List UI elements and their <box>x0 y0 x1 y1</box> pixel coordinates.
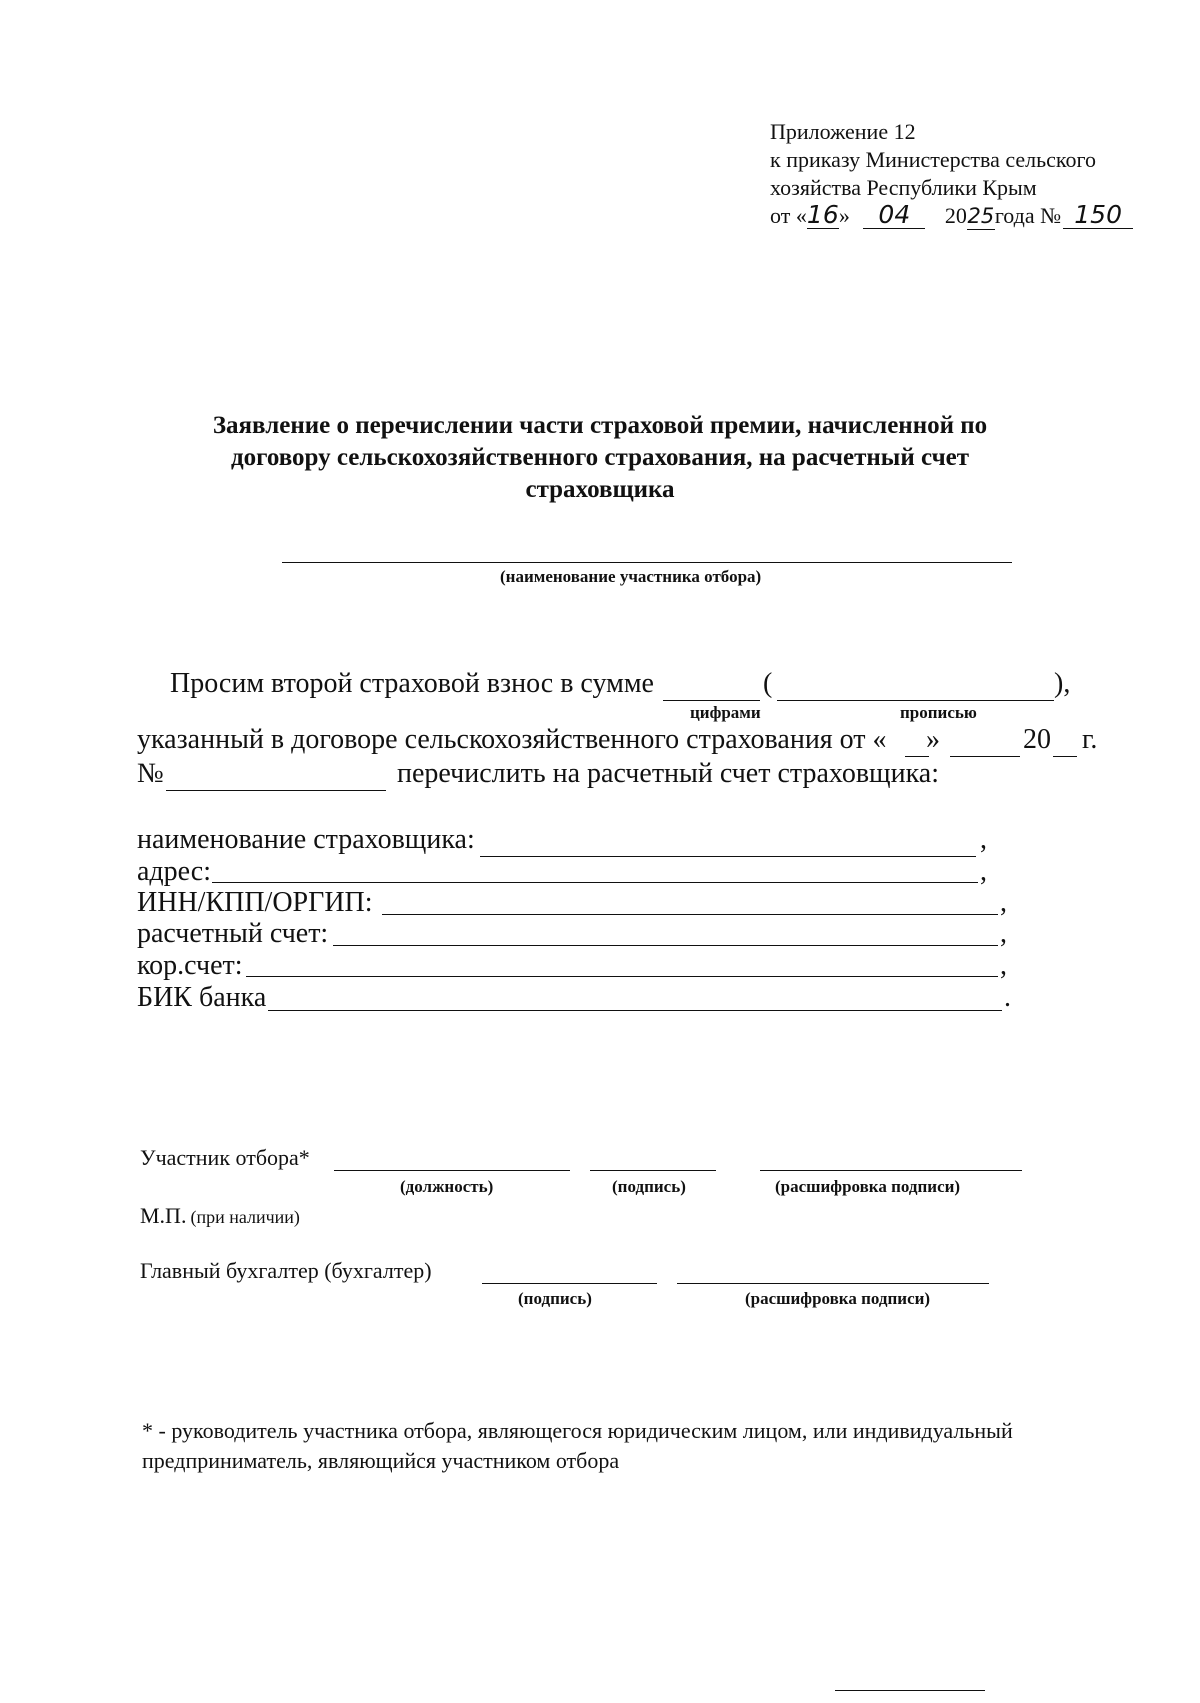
close-paren: ), <box>1054 668 1071 699</box>
participant-signature-label: Участник отбора* <box>140 1145 310 1170</box>
participant-signature-line <box>590 1170 716 1171</box>
caption-position: (должность) <box>400 1177 494 1196</box>
field-corr-account-label: кор.счет: <box>137 950 243 981</box>
contract-year-suffix: г. <box>1082 724 1098 755</box>
accountant-signature-line <box>482 1283 657 1284</box>
contract-year-line <box>1053 756 1077 757</box>
caption-signature: (подпись) <box>612 1177 686 1196</box>
appendix-date-line <box>770 202 1133 230</box>
scan-artifact-line <box>835 1690 985 1691</box>
contract-text: указанный в договоре сельскохозяйственного страхования от « <box>137 724 887 755</box>
contract-year-prefix: 20 <box>1023 724 1051 755</box>
accountant-signature-label: Главный бухгалтер (бухгалтер) <box>140 1258 432 1283</box>
caption-digits: цифрами <box>690 703 761 722</box>
document-title: Заявление о перечислении части страховой премии, начисленной по договору сельскохозяйственного страхования, на расчетный счет страховщика <box>212 412 988 503</box>
handwritten-day: 16 <box>806 200 839 229</box>
handwritten-year: 25 <box>967 204 995 228</box>
date-prefix: от « <box>770 203 807 228</box>
amount-digits-line <box>663 700 760 701</box>
field-corr-account-end: , <box>1000 950 1007 981</box>
field-inn-end: , <box>1000 887 1007 918</box>
handwritten-month: 04 <box>863 202 925 229</box>
field-account-line <box>333 945 998 946</box>
open-paren: ( <box>763 668 773 699</box>
appendix-line-3: хозяйства Республики Крым <box>770 175 1037 200</box>
participant-name-line <box>282 562 1012 563</box>
appendix-block <box>770 118 1133 230</box>
contract-month-line <box>950 756 1020 757</box>
accountant-decode-line <box>677 1283 989 1284</box>
stamp-line <box>140 1203 300 1229</box>
participant-position-line <box>334 1170 570 1171</box>
participant-caption: (наименование участника отбора) <box>500 567 762 586</box>
transfer-text: перечислить на расчетный счет страховщика: <box>397 758 939 789</box>
accountant-caption-decode: (расшифровка подписи) <box>745 1289 931 1308</box>
request-text: Просим второй страховой взнос в сумме <box>170 668 654 699</box>
handwritten-order-number: 150 <box>1063 202 1133 229</box>
contract-quote-close: » <box>926 724 940 755</box>
caption-decode: (расшифровка подписи) <box>775 1177 961 1196</box>
date-separator: » <box>838 203 850 228</box>
year-prefix: 20 <box>944 203 967 228</box>
field-bik-end: . <box>1004 982 1011 1013</box>
amount-words-line <box>777 700 1054 701</box>
stamp-label: М.П. <box>140 1203 187 1228</box>
footnote-line-2: предприниматель, являющийся участником отбора <box>142 1448 620 1473</box>
field-insurer-name-label: наименование страховщика: <box>137 824 475 855</box>
contract-day-line <box>905 756 929 757</box>
field-address-end: , <box>980 856 987 887</box>
caption-words: прописью <box>900 703 977 722</box>
footnote-line-1: * - руководитель участника отбора, являющегося юридическим лицом, или индивидуальный <box>142 1418 1013 1443</box>
accountant-caption-signature: (подпись) <box>518 1289 592 1308</box>
appendix-line-1: Приложение 12 <box>770 119 916 144</box>
order-number-label: года № <box>994 203 1062 228</box>
field-bik-label: БИК банка <box>137 982 267 1013</box>
field-address-label: адрес: <box>137 856 212 887</box>
stamp-note: (при наличии) <box>190 1207 300 1227</box>
field-account-end: , <box>1000 918 1007 949</box>
field-address-line <box>212 882 978 883</box>
participant-decode-line <box>760 1170 1022 1171</box>
appendix-line-2: к приказу Министерства сельского <box>770 147 1096 172</box>
field-corr-account-line <box>246 976 998 977</box>
number-sign: № <box>137 758 164 789</box>
field-insurer-name-line <box>480 856 976 857</box>
field-insurer-name-end: , <box>980 824 987 855</box>
field-inn-label: ИНН/КПП/ОРГИП: <box>137 887 373 918</box>
contract-number-line <box>166 790 386 791</box>
field-account-label: расчетный счет: <box>137 918 329 949</box>
field-bik-line <box>268 1010 1002 1011</box>
field-inn-line <box>382 914 998 915</box>
